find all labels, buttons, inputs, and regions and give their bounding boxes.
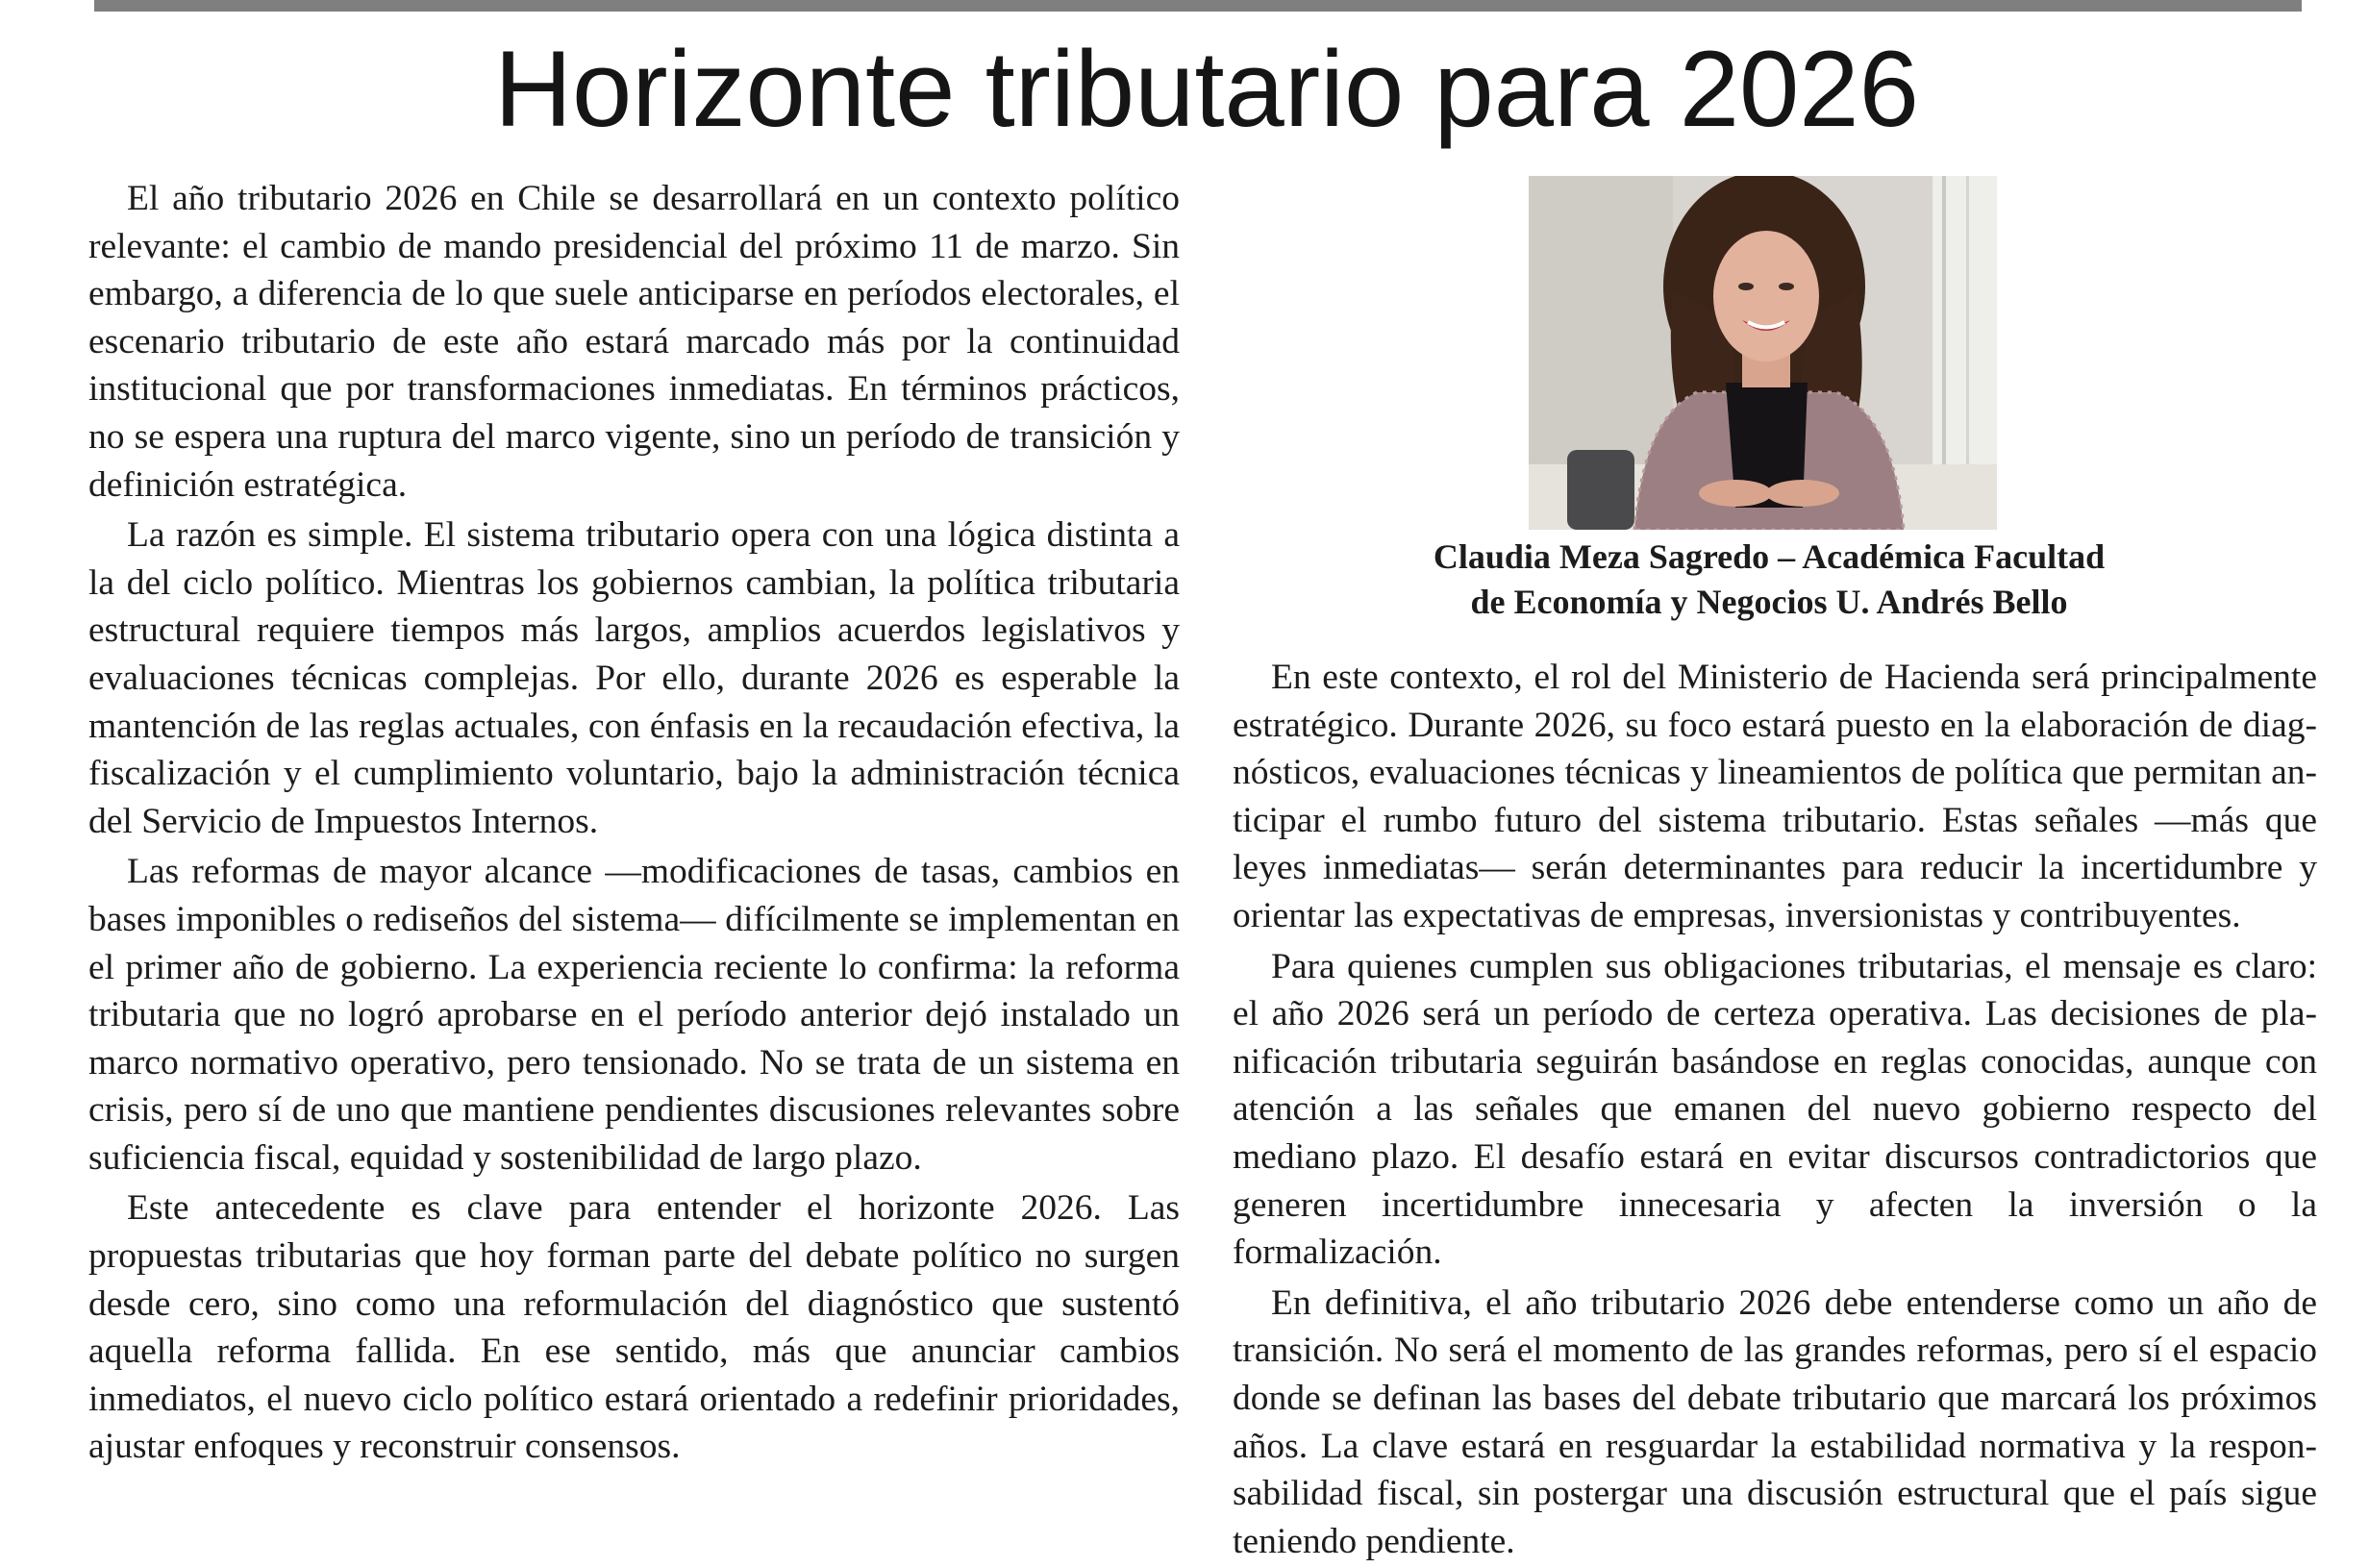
right-column [1233,654,2317,1568]
caption-line-1: Claudia Meza Sagredo – Académica Facultad [1433,537,2106,576]
author-photo [1529,176,1997,530]
article-title: Horizonte tributario para 2026 [494,29,1919,149]
paragraph: Para quienes cumplen sus obligaciones tributarias, el mensaje es claro: el año 2026 será un período de certeza operativa. Las decisiones de planificación tributaria seguirán basándose en reglas conocidas, aunque con atención a las señales que emanen del nuevo gobierno respecto del mediano plazo. El desafío estará en evitar discursos contradictorios que generen incertidumbre innecesaria y afecten la inversión o la formalización. [1233,946,2317,1273]
paragraph: Las reformas de mayor alcance —modificaciones de tasas, cambios en bases imponibles o rediseños del sistema— difícilmente se implementan en el primer año de gobierno. La experiencia reciente lo confirma: la reforma tributaria que no logró aprobarse en el período anterior dejó instalado un marco normativo operativo, pero tensionado. No se trata de un sistema en crisis, pero sí de uno que mantiene pendientes discusiones relevantes sobre suficiencia fiscal, equidad y sostenibilidad de largo plazo. [88,852,1180,1178]
caption-line-2: de Economía y Negocios U. Andrés Bello [1470,583,2068,621]
paragraph: El año tributario 2026 en Chile se desarrollará en un contexto político relevante: el cambio de mando presidencial del próximo 11 de marzo. Sin embargo, a diferencia de lo que suele anticiparse en períodos electorales, el escenario tributario de este año estará marcado más por la continuidad institucional que por transformaciones inmediatas. En términos prácticos, no se espera una ruptura del marco vigente, sino un período de transición y definición estratégica. [88,179,1180,505]
paragraph: Este antecedente es clave para entender el horizonte 2026. Las propuestas tributarias que hoy forman parte del debate político no surgen desde cero, sino como una reformulación del diagnóstico que sustentó aquella reforma fallida. En ese sentido, más que anunciar cambios inmediatos, el nuevo ciclo político estará orientado a redefinir prioridades, ajustar enfoques y reconstruir consensos. [88,1188,1180,1467]
photo-caption [1346,535,2192,625]
paragraph: En este contexto, el rol del Ministerio de Hacienda será principalmente estratégico. Durante 2026, su foco estará puesto en la elaboración de diagnósticos, evaluaciones técnicas y lineamientos de política que permitan anticipar el rumbo futuro del sistema tributario. Estas señales —más que leyes inmediatas— serán determinantes para reducir la incertidumbre y orientar las expectativas de empresas, inversionistas y contribuyentes. [1233,658,2317,935]
paragraph: En definitiva, el año tributario 2026 debe entenderse como un año de transición. No será el momento de las grandes reformas, pero sí el espacio donde se definan las bases del debate tributario que marcará los próximos años. La clave estará en resguardar la estabilidad normativa y la responsabilidad fiscal, sin postergar una discusión estructural que el país sigue teniendo pendiente. [1233,1282,2317,1561]
paragraph: La razón es simple. El sistema tributario opera con una lógica distinta a la del ciclo político. Mientras los gobiernos cambian, la política tributaria estructural requiere tiempos más largos, amplios acuerdos legislativos y evaluaciones técnicas complejas. Por ello, durante 2026 es esperable la mantención de las reglas actuales, con énfasis en la recaudación efectiva, la fiscalización y el cumplimiento voluntario, bajo la administración técnica del Servicio de Impuestos Internos. [88,515,1180,841]
top-rule [94,0,2302,12]
left-column [88,175,1180,1474]
